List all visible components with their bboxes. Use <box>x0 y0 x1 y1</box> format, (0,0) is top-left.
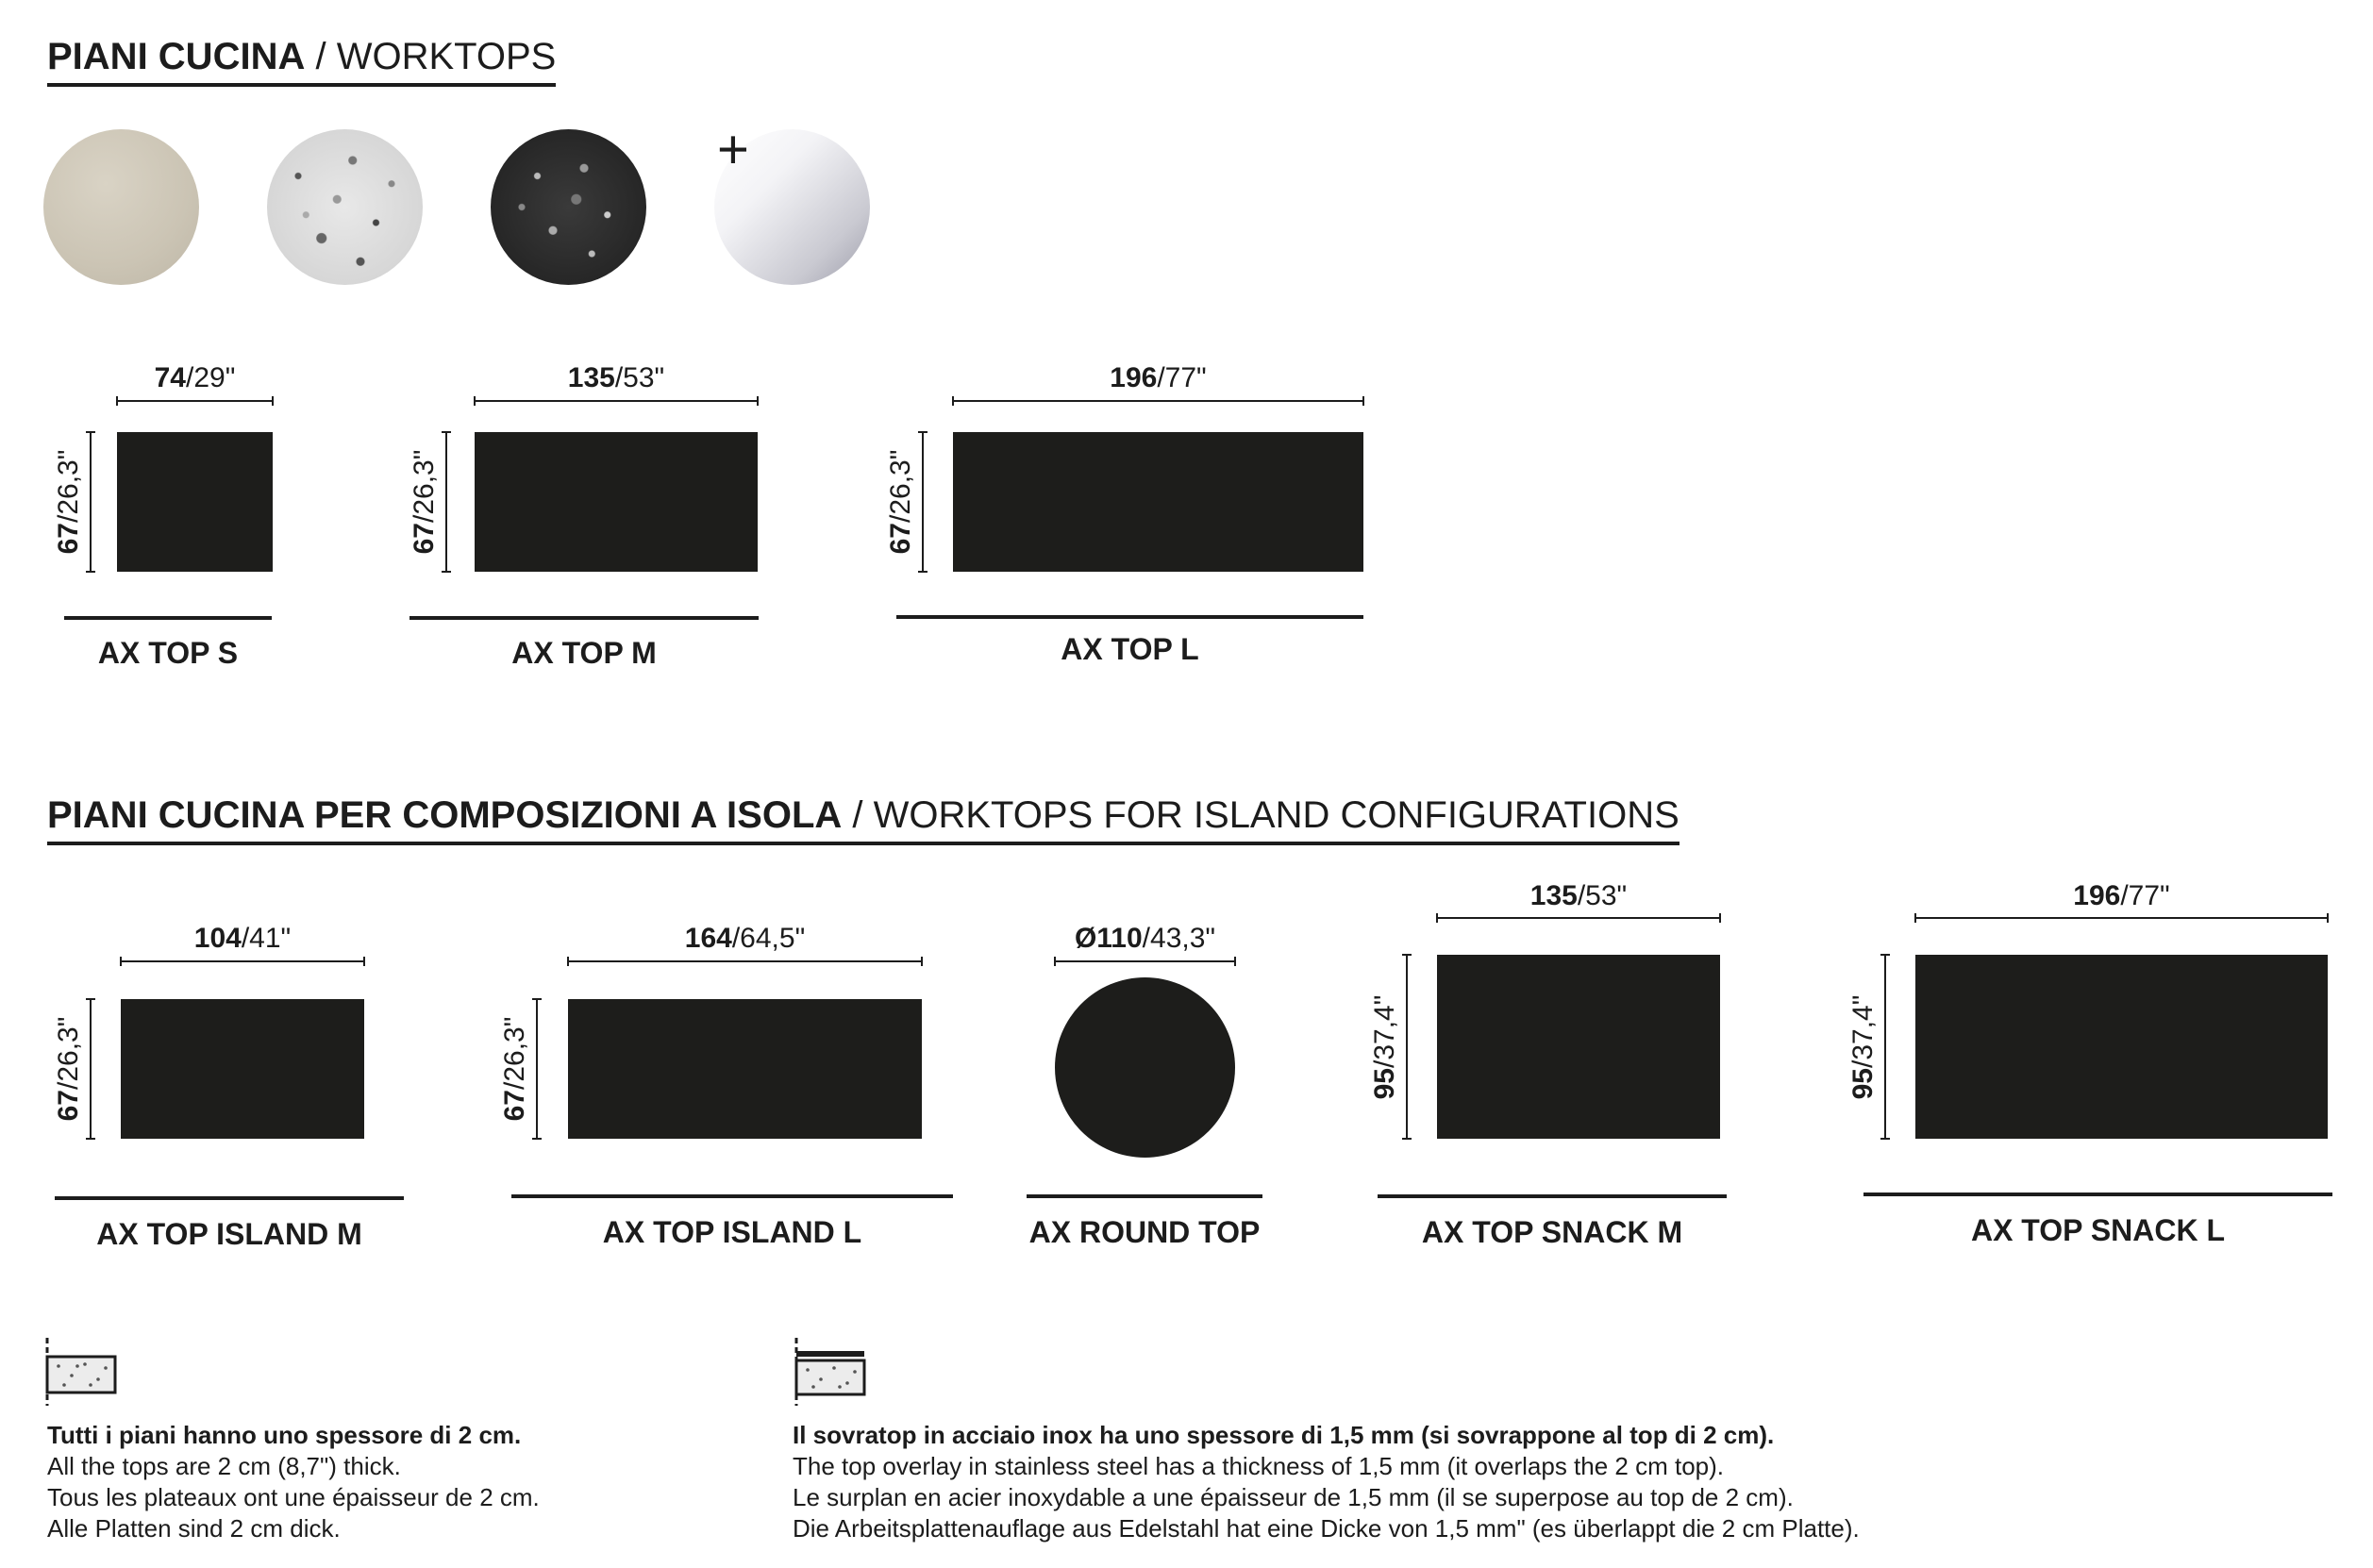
swatch-black-terrazzo <box>491 129 646 285</box>
note-line: Tous les plateaux ont une épaisseur de 2 cm. <box>47 1483 540 1511</box>
width-dimension-line <box>1915 917 2328 928</box>
product-rule <box>1378 1194 1727 1198</box>
worktop-shape-snack-m <box>1437 955 1720 1139</box>
steel-overlay-note <box>793 1420 1860 1544</box>
worktop-shape-snack-l <box>1915 955 2328 1139</box>
note-line: Tutti i piani hanno uno spessore di 2 cm. <box>47 1421 522 1449</box>
section-title-light: / WORKTOPS FOR ISLAND CONFIGURATIONS <box>852 794 1679 836</box>
product-name-top-s: AX TOP S <box>97 636 239 670</box>
depth-label-island-m: 67/26,3" <box>53 1016 84 1122</box>
swatch-beige-stone <box>43 129 199 285</box>
width-label-island-l: 164/64,5" <box>684 923 806 954</box>
width-label-top-s: 74/29" <box>154 362 236 393</box>
section-title-island <box>47 796 1679 845</box>
width-label-snack-l: 196/77" <box>2073 880 2170 911</box>
plus-icon: + <box>717 119 749 180</box>
width-dimension-line <box>953 400 1363 411</box>
diameter-dimension-line <box>1055 960 1235 972</box>
width-label-top-m: 135/53" <box>567 362 665 393</box>
depth-label-snack-l: 95/37,4" <box>1847 994 1879 1100</box>
depth-label-island-l: 67/26,3" <box>499 1016 530 1122</box>
width-dimension-line <box>121 960 364 972</box>
product-rule <box>55 1196 404 1200</box>
worktop-shape-island-l <box>568 999 922 1139</box>
depth-label-top-s: 67/26,3" <box>53 449 84 555</box>
product-name-island-l: AX TOP ISLAND L <box>602 1215 862 1249</box>
worktop-shape-top-m <box>475 432 758 572</box>
note-line: All the tops are 2 cm (8,7") thick. <box>47 1452 401 1480</box>
note-line: Die Arbeitsplattenauflage aus Edelstahl hat eine Dicke von 1,5 mm" (es überlappt die 2 cm Platte). <box>793 1514 1860 1543</box>
section-title-worktops <box>47 38 556 87</box>
product-rule <box>1863 1193 2332 1196</box>
product-rule <box>409 616 759 620</box>
worktop-shape-island-m <box>121 999 364 1139</box>
note-line: Le surplan en acier inoxydable a une épaisseur de 1,5 mm (il se superpose au top de 2 cm). <box>793 1483 1794 1511</box>
depth-dimension-line <box>90 432 101 572</box>
width-dimension-line <box>475 400 758 411</box>
section-title-light: / WORKTOPS <box>315 36 557 77</box>
depth-dimension-line <box>445 432 457 572</box>
note-line: The top overlay in stainless steel has a thickness of 1,5 mm (it overlaps the 2 cm top). <box>793 1452 1724 1480</box>
worktop-thickness-icon <box>43 1338 119 1406</box>
worktop-shape-round-top <box>1055 977 1235 1158</box>
note-line: Il sovratop in acciaio inox ha uno spessore di 1,5 mm (si sovrappone al top di 2 cm). <box>793 1421 1775 1449</box>
depth-label-top-l: 67/26,3" <box>885 449 916 555</box>
product-name-island-m: AX TOP ISLAND M <box>96 1217 362 1251</box>
section-title-bold: PIANI CUCINA <box>47 36 306 77</box>
worktop-shape-top-l <box>953 432 1363 572</box>
product-name-snack-l: AX TOP SNACK L <box>1970 1213 2226 1247</box>
product-rule <box>64 616 272 620</box>
width-label-top-l: 196/77" <box>1110 362 1207 393</box>
width-dimension-line <box>117 400 273 411</box>
product-rule <box>511 1194 953 1198</box>
depth-dimension-line <box>90 999 101 1139</box>
product-rule <box>896 615 1363 619</box>
swatch-white-terrazzo <box>267 129 423 285</box>
product-name-round-top: AX ROUND TOP <box>1028 1215 1261 1249</box>
thickness-note <box>47 1420 540 1544</box>
steel-overlay-thickness-icon <box>793 1338 868 1406</box>
note-line: Alle Platten sind 2 cm dick. <box>47 1514 341 1543</box>
depth-label-top-m: 67/26,3" <box>409 449 440 555</box>
product-name-snack-m: AX TOP SNACK M <box>1421 1215 1683 1249</box>
depth-label-snack-m: 95/37,4" <box>1369 994 1400 1100</box>
depth-dimension-line <box>1884 955 1896 1139</box>
width-dimension-line <box>568 960 922 972</box>
width-dimension-line <box>1437 917 1720 928</box>
depth-dimension-line <box>536 999 547 1139</box>
product-name-top-m: AX TOP M <box>511 636 657 670</box>
depth-dimension-line <box>1406 955 1417 1139</box>
product-rule <box>1027 1194 1262 1198</box>
width-label-snack-m: 135/53" <box>1529 880 1628 911</box>
width-label-island-m: 104/41" <box>193 923 292 954</box>
worktop-shape-top-s <box>117 432 273 572</box>
section-title-bold: PIANI CUCINA PER COMPOSIZIONI A ISOLA <box>47 794 843 836</box>
depth-dimension-line <box>922 432 933 572</box>
product-name-top-l: AX TOP L <box>1061 632 1199 666</box>
diameter-label-round-top: Ø110/43,3" <box>1074 923 1216 954</box>
